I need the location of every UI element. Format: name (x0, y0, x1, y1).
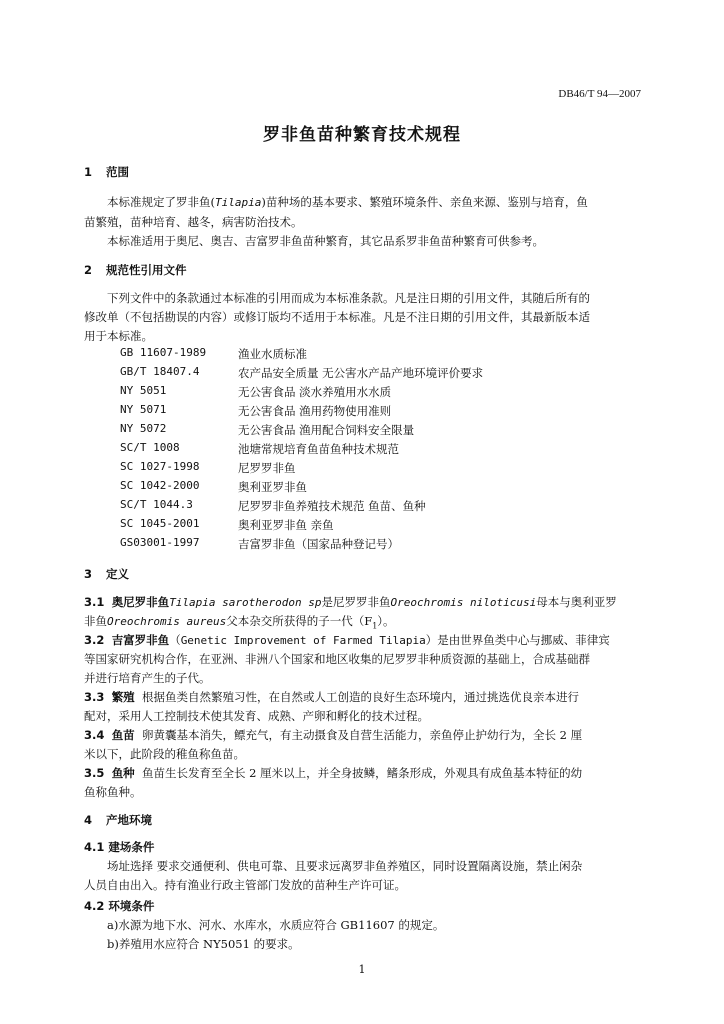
text: 是尼罗罗非鱼 (321, 595, 391, 609)
clause-number: 4.1 (84, 840, 105, 854)
reference-item (120, 536, 483, 555)
term: 繁殖 (111, 690, 135, 704)
text: 根据鱼类自然繁殖习性，在自然或人工创造的良好生态环境内，通过挑选优良亲本进行 (142, 690, 579, 704)
reference-code: GB 11607-1989 (120, 346, 207, 359)
reference-title: 奥利亚罗非鱼 (238, 480, 307, 494)
definition-3-4-continued: 米以下，此阶段的稚鱼称鱼苗。 (84, 747, 245, 761)
text: ）。 (377, 614, 395, 628)
paragraph: 本标准适用于奥尼、奥吉、吉富罗非鱼苗种繁育，其它品系罗非鱼苗种繁育可供参考。 (107, 234, 544, 248)
latin-name: Tilapia (215, 196, 262, 209)
reference-item (120, 479, 483, 498)
english-name: Genetic Improvement of Farmed Tilapia (180, 634, 426, 647)
reference-code: SC 1042-2000 (120, 479, 200, 492)
definition-3-5-continued: 鱼称鱼种。 (84, 785, 142, 799)
text: （ (169, 633, 181, 647)
section-2-heading (84, 262, 187, 278)
reference-title: 农产品安全质量 无公害水产品产地环境评价要求 (238, 366, 484, 380)
clause-number: 3.2 (84, 633, 105, 647)
paragraph-continued: 修改单（不包括勘误的内容）或修订版均不适用于本标准。凡是不注日期的引用文件，其最新版本适 (84, 310, 590, 324)
reference-list (120, 346, 483, 555)
reference-title: 尼罗罗非鱼养殖技术规范 鱼苗、鱼种 (238, 499, 426, 513)
section-title: 范围 (106, 165, 129, 179)
term: 鱼苗 (111, 728, 135, 742)
reference-title: 无公害食品 渔用配合饲料安全限量 (238, 423, 415, 437)
section-1-heading (84, 164, 129, 180)
reference-item (120, 422, 483, 441)
latin-name: Oreochromis aureus (107, 615, 227, 628)
section-number: 2 (84, 263, 93, 277)
reference-item (120, 384, 483, 403)
section-4-heading (84, 812, 152, 828)
reference-item (120, 403, 483, 422)
section-title: 产地环境 (106, 813, 152, 827)
reference-title: 无公害食品 淡水养殖用水水质 (238, 385, 392, 399)
reference-item (120, 365, 483, 384)
latin-name: Tilapia sarotherodon sp (169, 596, 322, 609)
reference-code: SC 1045-2001 (120, 517, 200, 530)
reference-code: GB/T 18407.4 (120, 365, 200, 378)
term: 鱼种 (111, 766, 135, 780)
reference-item (120, 441, 483, 460)
subsection-4-2-heading (84, 898, 154, 914)
subsection-title: 环境条件 (108, 899, 155, 913)
definition-3-2 (84, 630, 644, 651)
text: 母本与奥利亚罗 (536, 595, 617, 609)
definition-3-3 (84, 687, 644, 707)
subsection-title: 建场条件 (108, 840, 155, 854)
paragraph-continued: 人员自由出入。持有渔业行政主管部门发放的苗种生产许可证。 (84, 878, 406, 892)
text: 本标准规定了罗非鱼( (107, 195, 215, 209)
reference-code: NY 5072 (120, 422, 167, 435)
section-number: 1 (84, 165, 93, 179)
section-title: 规范性引用文件 (106, 263, 187, 277)
reference-title: 池塘常规培育鱼苗鱼种技术规范 (238, 442, 399, 456)
reference-item (120, 346, 483, 365)
paragraph-continued: 苗繁殖，苗种培育、越冬，病害防治技术。 (84, 215, 303, 229)
reference-code: NY 5051 (120, 384, 167, 397)
reference-title: 奥利亚罗非鱼 亲鱼 (238, 518, 334, 532)
reference-title: 渔业水质标准 (238, 347, 307, 361)
definition-3-2-continued: 等国家研究机构合作，在亚洲、非洲八个国家和地区收集的尼罗罗非种质资源的基础上，合成基础群 (84, 652, 590, 666)
list-item-b: b)养殖用水应符合 NY5051 的要求。 (107, 937, 300, 951)
definition-3-3-continued: 配对，采用人工控制技术使其发育、成熟、产卵和孵化的技术过程。 (84, 709, 429, 723)
definition-3-4 (84, 725, 644, 745)
paragraph (84, 192, 644, 213)
definition-3-5 (84, 763, 644, 783)
text: 父本杂交所获得的子一代（F (226, 614, 373, 628)
subsection-4-1-heading (84, 839, 154, 855)
clause-number: 3.3 (84, 690, 105, 704)
reference-code: SC 1027-1998 (120, 460, 200, 473)
document-title: 罗非鱼苗种繁育技术规程 (263, 125, 461, 145)
text: 非鱼 (84, 614, 107, 628)
standard-number: DB46/T 94—2007 (558, 88, 641, 100)
text: 鱼苗生长发育至全长 2 厘米以上，并全身披鳞，鳍条形成，外观具有成鱼基本特征的幼 (142, 766, 583, 780)
section-3-heading (84, 566, 129, 582)
reference-item (120, 498, 483, 517)
definition-3-1 (84, 592, 644, 613)
clause-number: 3.4 (84, 728, 105, 742)
reference-code: SC/T 1008 (120, 441, 180, 454)
definition-3-2-continued: 并进行培育产生的子代。 (84, 671, 211, 685)
paragraph-continued: 用于本标准。 (84, 329, 153, 343)
paragraph: 下列文件中的条款通过本标准的引用而成为本标准条款。凡是注日期的引用文件，其随后所有的 (107, 291, 590, 305)
list-item-a: a)水源为地下水、河水、水库水，水质应符合 GB11607 的规定。 (107, 918, 445, 932)
paragraph: 场址选择 要求交通便利、供电可靠、且要求远离罗非鱼养殖区，同时设置隔离设施，禁止闲杂 (107, 859, 583, 873)
reference-item (120, 517, 483, 536)
text: ）是由世界鱼类中心与挪威、菲律宾 (425, 633, 610, 647)
latin-name: Oreochromis niloticusi (390, 596, 537, 609)
section-title: 定义 (106, 567, 129, 581)
reference-code: GS03001-1997 (120, 536, 200, 549)
clause-number: 3.5 (84, 766, 105, 780)
reference-title: 无公害食品 渔用药物使用准则 (238, 404, 392, 418)
clause-number: 3.1 (84, 595, 105, 609)
reference-title: 吉富罗非鱼（国家品种登记号） (238, 537, 399, 551)
term: 吉富罗非鱼 (111, 633, 170, 647)
section-number: 4 (84, 813, 93, 827)
reference-code: NY 5071 (120, 403, 167, 416)
clause-number: 4.2 (84, 899, 105, 913)
reference-item (120, 460, 483, 479)
section-number: 3 (84, 567, 93, 581)
text: 卵黄囊基本消失，鳔充气，有主动摄食及自营生活能力，亲鱼停止护幼行为，全长 2 厘 (142, 728, 583, 742)
reference-title: 尼罗罗非鱼 (238, 461, 296, 475)
term: 奥尼罗非鱼 (111, 595, 170, 609)
text: )苗种场的基本要求、繁殖环境条件、亲鱼来源、鉴别与培育，鱼 (261, 195, 588, 209)
subscript: 1 (372, 621, 378, 631)
page-number: 1 (358, 963, 366, 976)
reference-code: SC/T 1044.3 (120, 498, 193, 511)
